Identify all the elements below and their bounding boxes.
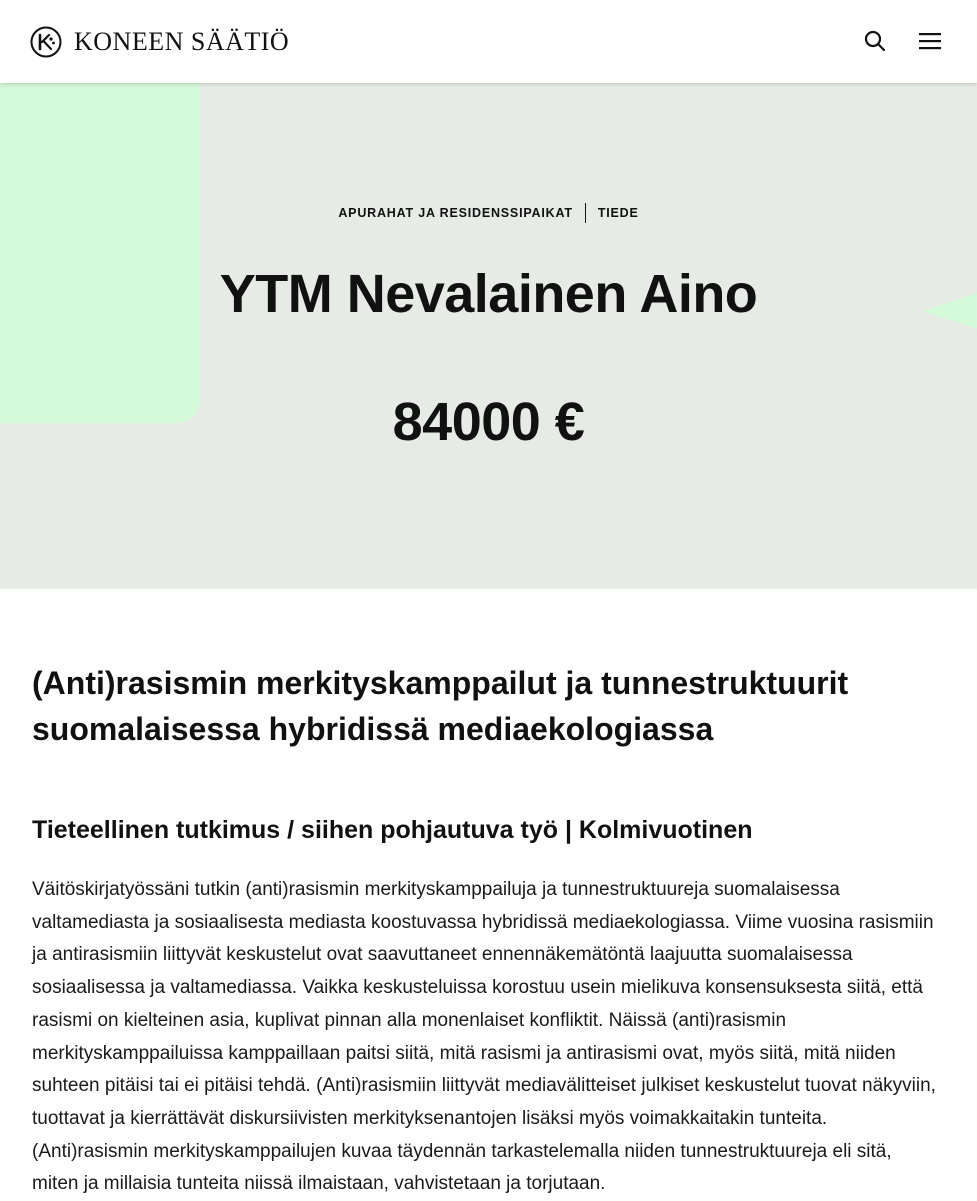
- project-description: Väitöskirjatyössäni tutkin (anti)rasismin merkityskamppailuja ja tunnestruktuureja suomalaisessa valtamediasta ja sosiaalisesta mediasta koostuvassa hybridissä mediaekologiassa. Viime vuosina rasismiin ja antirasismiin liittyvät keskustelut ovat saavuttaneet ennennäkemätöntä laajuutta suomalaisessa sosiaalisessa ja valtamediassa. Vaikka keskusteluissa korostuu usein mielikuva konsensuksesta siitä, että rasismi on kielteinen asia, kuplivat pinnan alla monenlaiset konfliktit. Näissä (anti)rasismin merkityskamppailuissa kamppaillaan paitsi siitä, mitä rasismi ja antirasismi ovat, myös siitä, mitä niiden suhteen pitäisi tai ei pitäisi tehdä. (Anti)rasismiin liittyvät mediavälitteiset julkiset keskustelut tuovat näkyviin, tuottavat ja kierrättävät diskursiivisten merkityksenantojen lisäksi myös voimakkaitakin tunteita. (Anti)rasismin merkityskamppailujen kuvaa täydennän tarkastelemalla niiden tunnestruktuureja eli sitä, miten ja millaisia tunteita niissä ilmaistaan, vahvistetaan ja torjutaan.: [32, 879, 936, 1195]
- recipient-name: YTM Nevalainen Aino: [219, 264, 758, 324]
- hamburger-menu-icon: [918, 31, 942, 51]
- koneen-saatio-logo-icon: [30, 26, 62, 58]
- grant-amount: 84000 €: [392, 392, 585, 452]
- project-subtitle: Tieteellinen tutkimus / siihen pohjautuva työ | Kolmivuotinen: [32, 816, 753, 844]
- search-icon: [864, 30, 886, 52]
- search-button[interactable]: [860, 26, 890, 56]
- article-content: [32, 660, 937, 1201]
- hero-section: [0, 83, 977, 589]
- breadcrumb: [0, 203, 977, 223]
- breadcrumb-science[interactable]: TIEDE: [597, 206, 639, 220]
- menu-button[interactable]: [915, 26, 945, 56]
- breadcrumb-grants[interactable]: APURAHAT JA RESIDENSSIPAIKAT: [338, 206, 573, 220]
- site-logo[interactable]: [30, 26, 289, 58]
- decorative-shape: [0, 83, 200, 423]
- site-header: [0, 0, 977, 83]
- project-title: (Anti)rasismin merkityskamppailut ja tunnestruktuurit suomalaisessa hybridissä mediaekologiassa: [32, 665, 849, 747]
- logo-text: KONEEN SÄÄTIÖ: [74, 27, 290, 56]
